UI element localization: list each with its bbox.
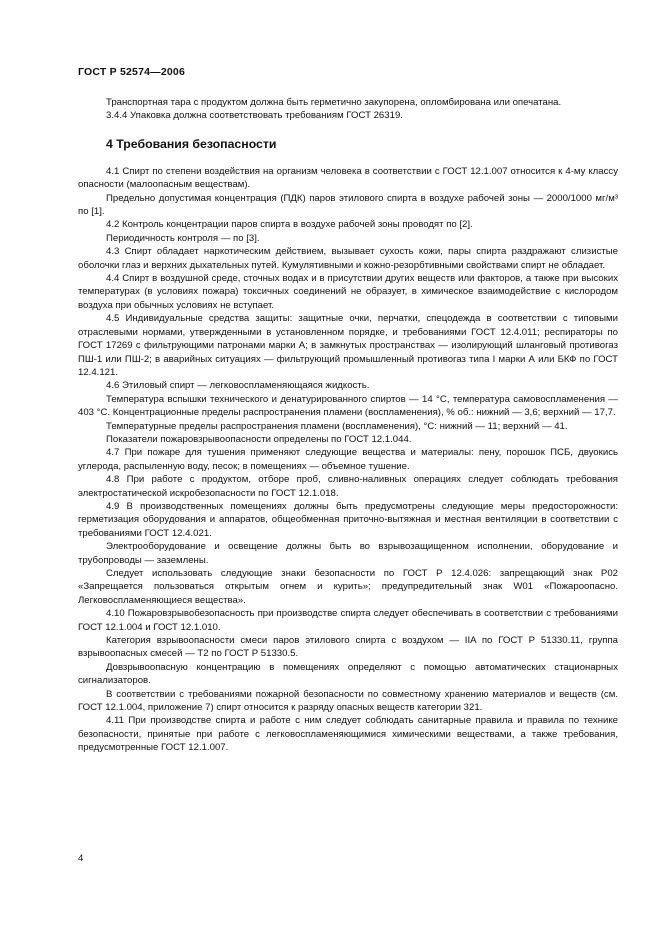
document-body — [78, 96, 618, 755]
paragraph: 3.4.4 Упаковка должна соответствовать требованиям ГОСТ 26319. — [106, 110, 403, 122]
section-heading: 4 Требования безопасности — [106, 136, 277, 151]
paragraph: Температурные пределы распространения пламени (воспламенения), °С: нижний — 11; верхний — 41. — [106, 420, 568, 432]
paragraph: Периодичность контроля — по [3]. — [106, 232, 260, 244]
paragraph: 4.5 Индивидуальные средства защиты: защитные очки, перчатки, спецодежда в соответствии с типовыми отраслевыми нормами, утвержденными в установленном порядке, и требованиями ГОСТ 12.4.011; респираторы по ГОСТ 17269 с фильтрующими патронами марки А; в замкнутых пространствах — изолирующий шланговый противогаз ПШ-1 или ПШ-2; в аварийных ситуациях — фильтрующий промышленный противогаз типа I марки А или БКФ по ГОСТ 12.4.121. — [78, 313, 618, 378]
paragraph: 4.3 Спирт обладает наркотическим действием, вызывает сухость кожи, пары спирта раздражают слизистые оболочки глаз и верхних дыхательных путей. Кумулятивными и кожно-резорбтивными свойствами спирт не обладает. — [78, 246, 618, 271]
paragraph: 4.7 При пожаре для тушения применяют следующие вещества и материалы: пену, порошок ПСБ, двуокись углерода, распыленную воду, песок; в помещениях — объемное тушение. — [78, 447, 618, 472]
paragraph: Показатели пожаровзрывоопасности определены по ГОСТ 12.1.044. — [106, 433, 412, 445]
paragraph: В соответствии с требованиями пожарной безопасности по совместному хранению материалов и веществ (см. ГОСТ 12.1.004, приложение 7) спирт относится к разряду опасных веществ категории 321. — [78, 688, 618, 714]
paragraph: Электрооборудование и освещение должны быть во взрывозащищенном исполнении, оборудование и трубопроводы — заземлены. — [78, 541, 618, 566]
paragraph: 4.6 Этиловый спирт — легковоспламеняющаяся жидкость. — [106, 380, 370, 392]
paragraph: 4.8 При работе с продуктом, отборе проб, сливно-наливных операциях следует соблюдать требования электростатической искробезопасности по ГОСТ 12.1.018. — [78, 474, 618, 499]
paragraph: Предельно допустимая концентрация (ПДК) паров этилового спирта в воздухе рабочей зоны — 2000/1000 мг/м³ по [1]. — [78, 192, 618, 218]
paragraph: Довзрывоопасную концентрацию в помещениях определяют с помощью автоматических стационарных сигнализаторов. — [78, 661, 618, 687]
paragraph: Транспортная тара с продуктом должна быть герметично закупорена, опломбирована или опечатана. — [106, 97, 562, 108]
paragraph: 4.9 В производственных помещениях должны быть предусмотрены следующие меры предосторожности: герметизация оборудования и аппаратов, общеобменная приточно-вытяжная и местная вентиляции в соответствии с требованиями ГОСТ 12.4.021. — [78, 500, 618, 539]
paragraph: Категория взрывоопасности смеси паров этилового спирта с воздухом — IIA по ГОСТ Р 51330.11, группа взрывоопасных смесей — Т2 по ГОСТ Р 51330.5. — [78, 635, 618, 660]
paragraph: 4.2 Контроль концентрации паров спирта в воздухе рабочей зоны проводят по [2]. — [106, 219, 473, 231]
paragraph: Следует использовать следующие знаки безопасности по ГОСТ Р 12.4.026: запрещающий знак Р02 «Запрещается пользоваться открытым огнем и курить»; предупредительный знак W01 «Пожароопасно. Легковоспламеняющиеся вещества». — [78, 568, 618, 606]
paragraph: 4.1 Спирт по степени воздействия на организм человека в соответствии с ГОСТ 12.1.007 относится к 4-му классу опасности (малоопасным веществам). — [78, 165, 618, 191]
paragraph: Температура вспышки технического и денатурированного спиртов — 14 °С, температура самовоспламенения — 403 °С. Концентрационные пределы распространения пламени (воспламенения), % об.: нижний — 3,6; верхний — 17,7. — [78, 393, 618, 419]
page-number: 4 — [78, 853, 84, 864]
paragraph: 4.4 Спирт в воздушной среде, сточных водах и в присутствии других веществ или факторов, а также при высоких температурах (в условиях пожара) токсичных соединений не образует, в химическое взаимодействие с кислородом воздуха при обычных условиях не вступает. — [78, 273, 618, 311]
document-header: ГОСТ Р 52574—2006 — [78, 66, 186, 78]
paragraph: 4.10 Пожаровзрывобезопасность при производстве спирта следует обеспечивать в соответствии с требованиями ГОСТ 12.1.004 и ГОСТ 12.1.010. — [78, 608, 618, 633]
paragraph: 4.11 При производстве спирта и работе с ним следует соблюдать санитарные правила и правила по технике безопасности, принятые при работе с легковоспламеняющимися химическими веществами, а также требования, предусмотренные ГОСТ 12.1.007. — [78, 715, 618, 754]
